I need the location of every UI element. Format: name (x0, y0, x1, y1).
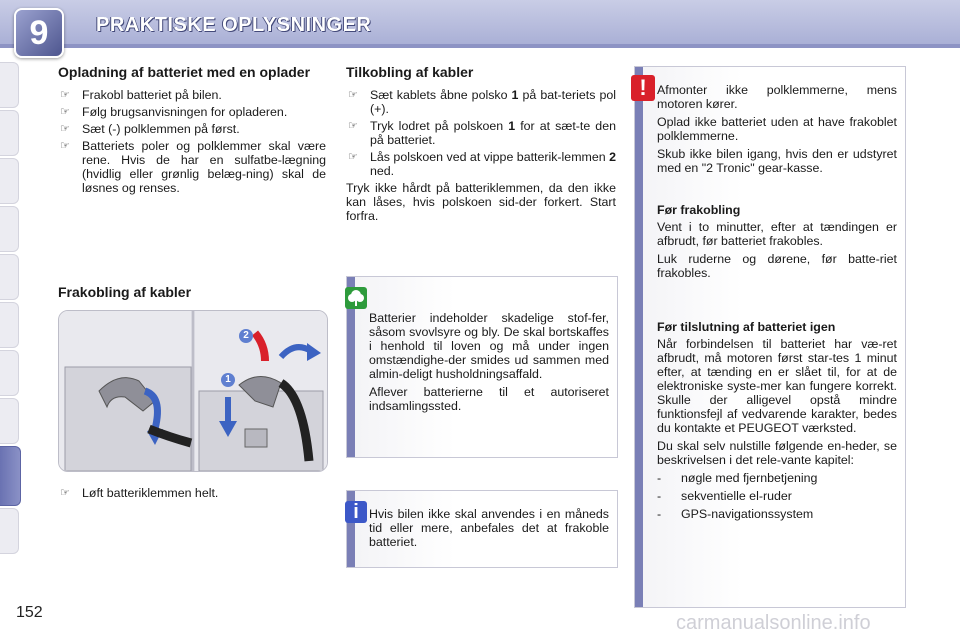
chapter-number-badge: 9 (14, 8, 64, 58)
disconnect-steps (58, 486, 326, 503)
list-item: ☞ Sæt (-) polklemmen på først. (60, 122, 240, 136)
hand-pointer-icon: ☞ (60, 89, 70, 101)
tree-icon (345, 287, 367, 309)
hand-pointer-icon: ☞ (60, 140, 70, 152)
page-title: PRAKTISKE OPLYSNINGER (96, 14, 372, 36)
list-item: ☞ Batteriets poler og polklemmer skal være rene. Hvis de har en sulfatbe-lægning (hvidlig eller grønlig belæg-ning) skal de løsnes og renses. (60, 139, 326, 195)
chapter-tabs (0, 62, 22, 556)
list-item: - nøgle med fjernbetjening (657, 471, 897, 485)
before-reconnect-text-2: Du skal selv nulstille følgende en-heder, se beskrivelsen i det rele-vante kapitel: (657, 439, 897, 467)
section-title-charging: Opladning af batteriet med en oplader (58, 64, 311, 80)
charging-section (58, 64, 326, 198)
chapter-tab[interactable] (0, 302, 19, 348)
before-disconnect-text-1: Vent i to minutter, efter at tændingen er afbrudt, før batteriet frakobles. (657, 220, 897, 248)
warning-icon: ! (631, 75, 655, 101)
list-item: ☞ Følg brugsanvisningen for opladeren. (60, 105, 288, 119)
chapter-tab-active[interactable] (0, 446, 21, 506)
info-text: Hvis bilen ikke skal anvendes i en måneds tid eller mere, anbefales det at frakoble batteriet. (369, 507, 609, 549)
chapter-tab[interactable] (0, 62, 19, 108)
connect-warning-text: Tryk ikke hårdt på batteriklemmen, da den ikke kan låses, hvis polskoen sid-der forkert. Start forfra. (346, 181, 616, 223)
list-item: ☞ Frakobl batteriet på bilen. (60, 88, 222, 102)
list-item: ☞ Sæt kablets åbne polsko 1 på bat-teriets pol (+). (348, 88, 616, 116)
list-item: - GPS-navigationssystem (657, 507, 897, 521)
list-item: - sekventielle el-ruder (657, 489, 897, 503)
box-accent-stripe (635, 67, 643, 607)
hand-pointer-icon: ☞ (60, 106, 70, 118)
info-icon: i (345, 501, 367, 523)
section-title-connect: Tilkobling af kabler (346, 64, 474, 80)
callout-1: 1 (221, 373, 235, 387)
environment-note-box (346, 276, 618, 458)
hand-pointer-icon: ☞ (348, 89, 358, 101)
warning-text-3: Skub ikke bilen igang, hvis den er udstyret med en "2 Tronic" gear-kasse. (657, 147, 897, 175)
warning-text-2: Oplad ikke batteriet uden at have frakoblet polklemmerne. (657, 115, 897, 143)
subsection-title-before-disconnect: Før frakobling (657, 203, 741, 217)
chapter-tab[interactable] (0, 398, 19, 444)
watermark: carmanualsonline.info (676, 612, 871, 634)
chapter-tab[interactable] (0, 206, 19, 252)
hand-pointer-icon: ☞ (348, 151, 358, 163)
before-reconnect-text-1: Når forbindelsen til batteriet har væ-ret afbrudt, må motoren først star-tes 1 minut efter, at tænding en er slået til, for at de elektroniske syste-mer kan fungere korrekt. Skulle der alligevel opstå mindre funktionsfejl af vedvarende karakter, bedes du kontakte et PEUGEOT værksted. (657, 337, 897, 435)
chapter-tab[interactable] (0, 254, 19, 300)
connect-section (346, 64, 616, 227)
charging-steps (58, 88, 326, 195)
list-item: ☞ Lås polskoen ved at vippe batterik-lemmen 2 ned. (348, 150, 616, 178)
warning-note-box (634, 66, 906, 608)
environment-text-2: Aflever batterierne til et autoriseret indsamlingssted. (369, 385, 609, 413)
environment-text-1: Batterier indeholder skadelige stof-fer, såsom svovlsyre og bly. De skal bortskaffes i henhold til loven og må under ingen omstændighe-der smides ud sammen med almin-deligt husholdningsaffald. (369, 311, 609, 381)
before-disconnect-text-2: Luk ruderne og dørene, før batte-riet frakobles. (657, 252, 897, 280)
battery-clamp-illustration (58, 310, 328, 472)
list-item: ☞ Tryk lodret på polskoen 1 for at sæt-te den på batteriet. (348, 119, 616, 147)
info-note-box (346, 490, 618, 568)
hand-pointer-icon: ☞ (348, 120, 358, 132)
callout-2: 2 (239, 329, 253, 343)
list-item: ☞ Løft batteriklemmen helt. (60, 486, 219, 500)
page-number: 152 (16, 604, 43, 621)
chapter-tab[interactable] (0, 350, 19, 396)
chapter-tab[interactable] (0, 110, 19, 156)
chapter-tab[interactable] (0, 158, 19, 204)
connect-steps (346, 88, 616, 178)
section-title-disconnect: Frakobling af kabler (58, 284, 192, 300)
battery-clamp-drawing (59, 311, 327, 471)
warning-text-1: Afmonter ikke polklemmerne, mens motoren kører. (657, 83, 897, 111)
header-divider (0, 44, 960, 48)
hand-pointer-icon: ☞ (60, 123, 70, 135)
hand-pointer-icon: ☞ (60, 487, 70, 499)
reset-units-list (657, 471, 897, 521)
subsection-title-before-reconnect: Før tilslutning af batteriet igen (657, 320, 836, 334)
chapter-tab[interactable] (0, 508, 19, 554)
